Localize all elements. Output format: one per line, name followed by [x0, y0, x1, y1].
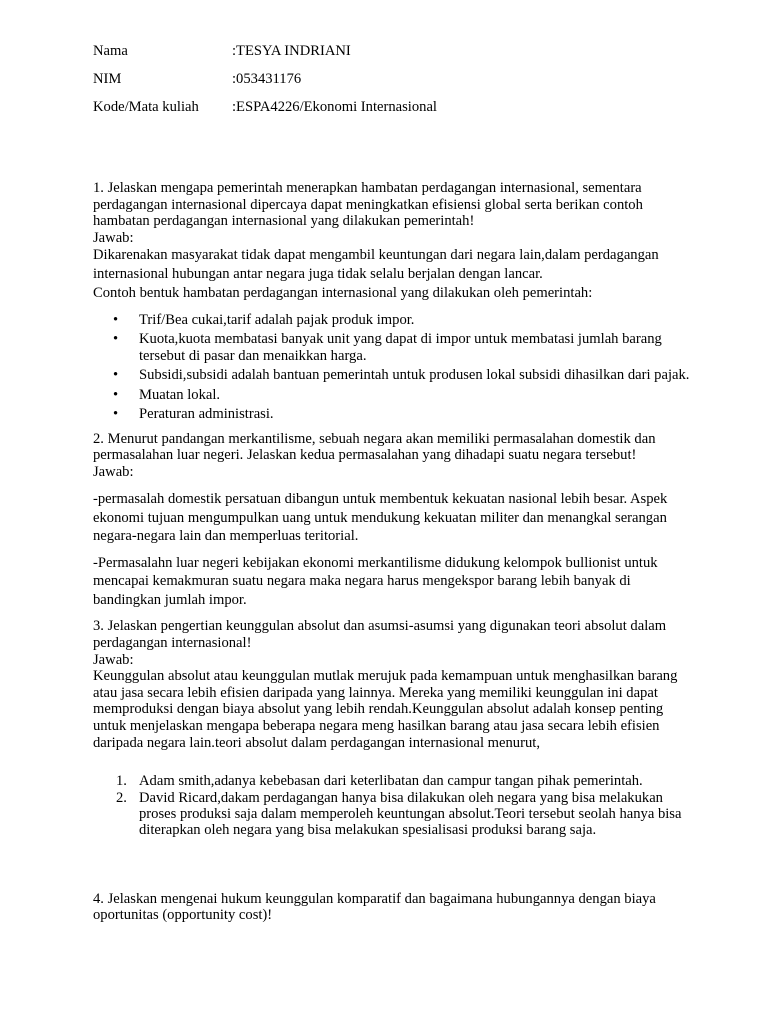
question-1 — [93, 180, 693, 423]
header-value: :ESPA4226/Ekonomi Internasional — [232, 99, 437, 115]
answer-label: Jawab: — [93, 229, 134, 246]
list-item — [93, 331, 693, 365]
list-item — [93, 367, 693, 384]
theory-list — [93, 773, 693, 839]
list-number: 1. — [116, 773, 127, 790]
list-item-text: Peraturan administrasi. — [139, 405, 274, 422]
list-item — [93, 406, 693, 423]
answer-text: -Permasalahn luar negeri kebijakan ekonomi merkantilisme didukung kelompok bullionist untuk mencapai kemakmuran suatu negara maka negara harus mengekspor barang lebih banyak di bandingkan jumlah impor. — [93, 554, 658, 608]
header-label: Nama — [93, 43, 128, 59]
bullet-icon: • — [113, 405, 119, 422]
question-text: 1. Jelaskan mengapa pemerintah menerapkan hambatan perdagangan internasional, sementara perdagangan internasional dipercaya dapat meningkatkan efisiensi global serta berikan contoh hambatan perdagangan internasional yang dilakukan pemerintah! — [93, 180, 643, 230]
list-item-text: Muatan lokal. — [139, 386, 221, 403]
question-text: 2. Menurut pandangan merkantilisme, sebuah negara akan memiliki permasalahan domestik dan permasalahan luar negeri. Jelaskan kedua permasalahan yang dihadapi suatu negara tersebut! — [93, 430, 656, 464]
header-label: NIM — [93, 71, 122, 87]
barrier-list — [93, 312, 693, 422]
bullet-icon: • — [113, 367, 119, 384]
answer-text: -permasalah domestik persatuan dibangun untuk membentuk kekuatan nasional lebih besar. Aspek ekonomi tujuan mengumpulkan uang untuk mendukung kekuatan militer dan menangkal serangan negara-negara lain dan memperluas teritorial. — [93, 491, 668, 545]
document-body — [93, 180, 693, 924]
question-2 — [93, 431, 693, 610]
list-item — [93, 773, 693, 789]
bullet-icon: • — [113, 331, 119, 348]
list-item — [93, 312, 693, 329]
header-label: Kode/Mata kuliah — [93, 99, 199, 115]
answer-label: Jawab: — [93, 651, 134, 668]
list-item — [93, 790, 693, 839]
question-3 — [93, 618, 693, 838]
answer-text: Keunggulan absolut atau keunggulan mutlak merujuk pada kemampuan untuk menghasilkan barang atau jasa secara lebih efisien daripada yang lainnya. Mereka yang memiliki keunggulan ini dapat memproduksi dengan biaya absolut yang lebih rendah.Keunggulan absolut adalah konsep penting untuk menjelaskan mengapa beberapa negara meng hasilkan barang atau jasa secara lebih efisien daripada negara lain.teori absolut dalam perdagangan internasional menurut, — [93, 668, 678, 751]
header-value: :053431176 — [232, 71, 302, 87]
list-item-text: Subsidi,subsidi adalah bantuan pemerintah untuk produsen lokal subsidi dihasilkan dari pajak. — [139, 367, 690, 384]
bullet-icon: • — [113, 386, 119, 403]
list-item-text: Kuota,kuota membatasi banyak unit yang dapat di impor untuk membatasi jumlah barang tersebut di pasar dan menaikkan harga. — [139, 331, 662, 365]
question-text: 3. Jelaskan pengertian keunggulan absolut dan asumsi-asumsi yang digunakan teori absolut dalam perdagangan internasional! — [93, 618, 667, 651]
answer-label: Jawab: — [93, 463, 134, 480]
answer-text: Dikarenakan masyarakat tidak dapat mengambil keuntungan dari negara lain,dalam perdagangan internasional hubungan antar negara juga tidak selalu berjalan dengan lancar. — [93, 247, 659, 283]
question-text: 4. Jelaskan mengenai hukum keunggulan komparatif dan bagaimana hubungannya dengan biaya oportunitas (opportunity cost)! — [93, 890, 656, 924]
header-value: :TESYA INDRIANI — [232, 43, 351, 59]
question-4 — [93, 891, 693, 924]
bullet-icon: • — [113, 312, 119, 329]
list-item-text: Adam smith,adanya kebebasan dari keterlibatan dan campur tangan pihak pemerintah. — [139, 773, 643, 790]
list-item — [93, 387, 693, 404]
list-item-text: Trif/Bea cukai,tarif adalah pajak produk impor. — [139, 312, 415, 329]
answer-intro: Contoh bentuk hambatan perdagangan internasional yang dilakukan oleh pemerintah: — [93, 285, 593, 302]
list-item-text: David Ricard,dakam perdagangan hanya bisa dilakukan oleh negara yang bisa melakukan proses produksi saja dalam memperoleh keuntungan absolut.Teori tersebut seolah hanya bisa diterapkan oleh negara yang bisa melakukan spesialisasi produksi barang saja. — [139, 789, 682, 839]
list-number: 2. — [116, 789, 127, 806]
